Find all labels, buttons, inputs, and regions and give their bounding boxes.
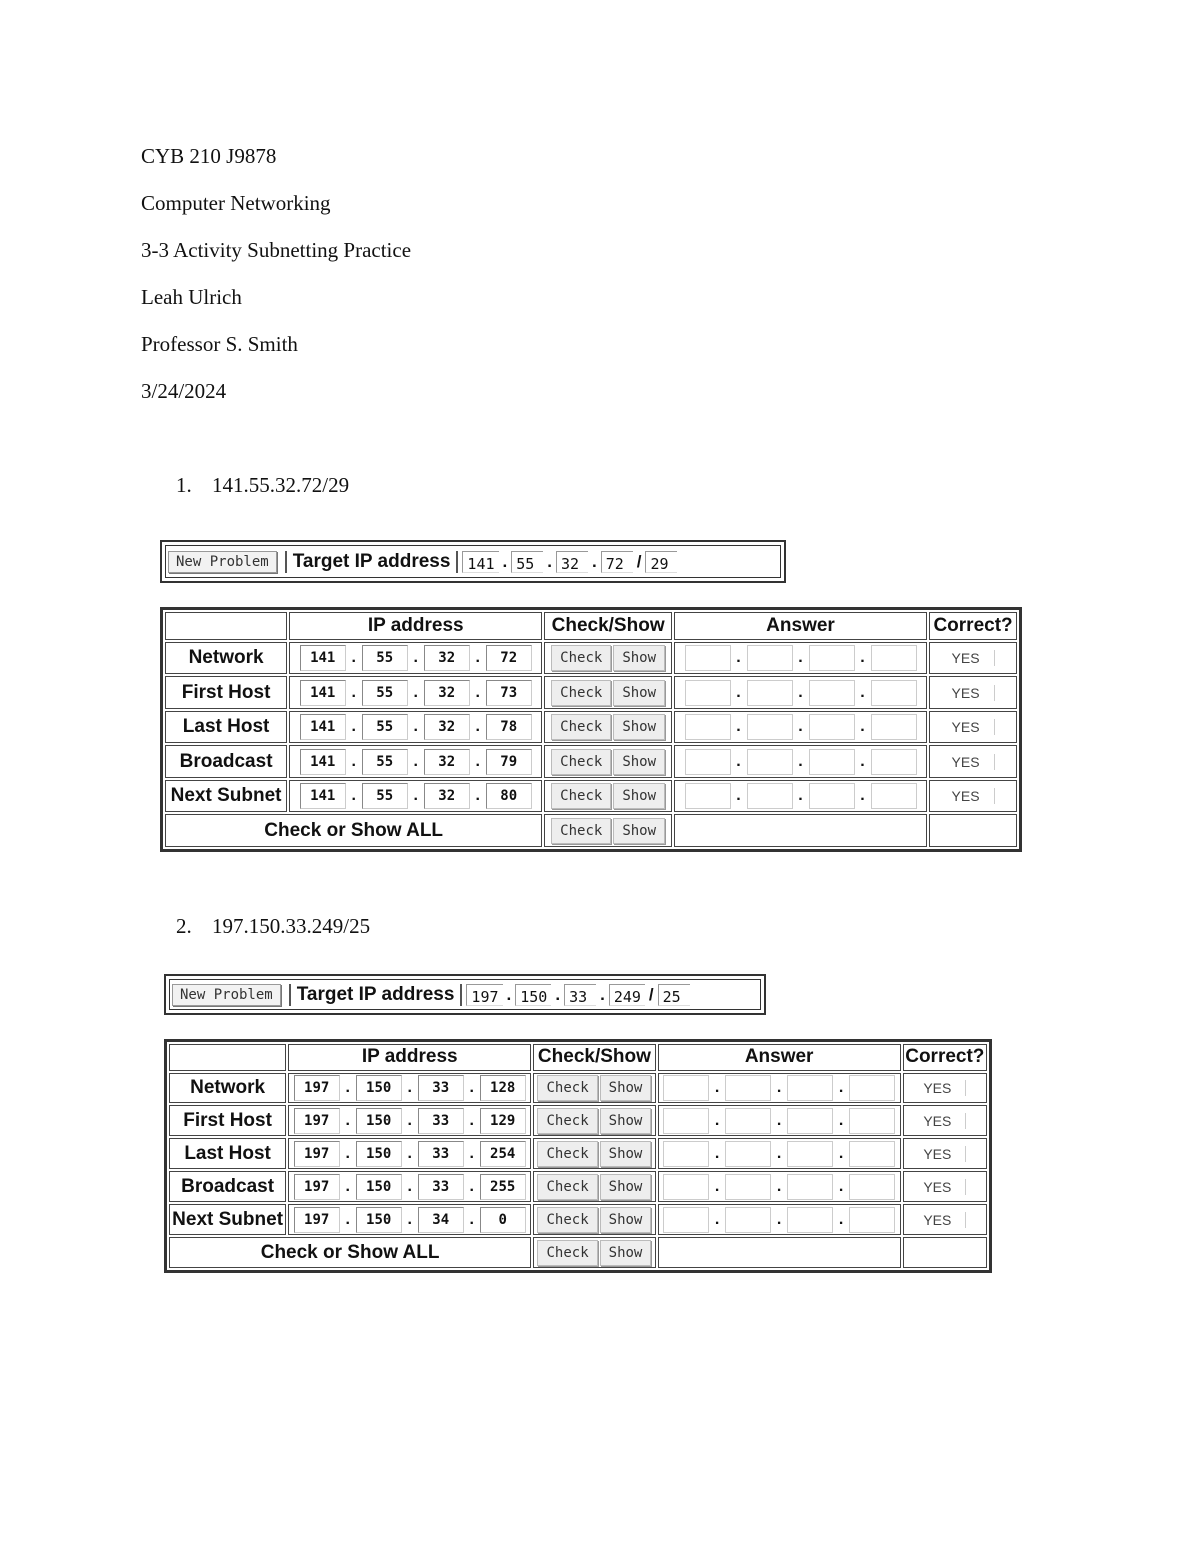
table-row [165, 676, 1017, 709]
correct-status: YES [923, 1146, 966, 1162]
answer-octet-input[interactable] [663, 1174, 709, 1200]
dot-separator: . [407, 1111, 412, 1129]
row-label: Last Host [165, 711, 287, 744]
header-row [165, 612, 1017, 640]
dot-separator: . [475, 787, 480, 805]
check-all-button[interactable]: Check [551, 818, 611, 844]
answer-octet-input[interactable] [787, 1141, 833, 1167]
answer-octet-input[interactable] [747, 714, 793, 740]
ip-octet-input[interactable]: 32 [424, 680, 470, 706]
answer-octet-input[interactable] [849, 1141, 895, 1167]
check-show-cell [544, 711, 672, 744]
target-octet-input[interactable]: 55 [511, 551, 543, 573]
ip-address-cell [289, 642, 542, 675]
dot-separator: . [838, 1177, 844, 1195]
col-ip-header: IP address [288, 1044, 531, 1071]
row-label: Broadcast [165, 745, 287, 778]
check-button[interactable]: Check [537, 1141, 597, 1167]
dot-separator: . [547, 551, 552, 571]
table-row [165, 642, 1017, 675]
answer-octet-input[interactable] [809, 680, 855, 706]
answer-octet-input[interactable] [849, 1174, 895, 1200]
dot-separator: . [345, 1111, 350, 1129]
ip-address-cell [288, 1073, 531, 1104]
correct-status: YES [923, 1113, 966, 1129]
check-all-row [169, 1237, 987, 1268]
show-all-button[interactable]: Show [613, 818, 665, 844]
answer-octet-input[interactable] [725, 1207, 771, 1233]
ip-octet-input[interactable]: 33 [418, 1141, 464, 1167]
dot-separator: . [475, 649, 480, 667]
answer-octet-input[interactable] [747, 749, 793, 775]
answer-octet-input[interactable] [849, 1207, 895, 1233]
subnet-table [164, 1039, 992, 1273]
assignment-title: 3-3 Activity Subnetting Practice [141, 238, 412, 262]
correct-cell [929, 676, 1017, 709]
professor-name: Professor S. Smith [141, 332, 298, 356]
check-all-label: Check or Show ALL [165, 814, 542, 847]
dot-separator: . [860, 787, 865, 805]
slash-separator: / [648, 984, 654, 1004]
dot-separator: . [591, 551, 597, 571]
dot-separator: . [838, 1078, 844, 1096]
answer-octet-input[interactable] [809, 714, 855, 740]
ip-octet-input[interactable]: 32 [424, 749, 470, 775]
show-button[interactable]: Show [613, 645, 665, 671]
row-label: Next Subnet [169, 1204, 286, 1235]
col-correct-header: Correct? [903, 1044, 987, 1071]
dot-separator: . [469, 1144, 474, 1162]
dot-separator: . [413, 787, 418, 805]
dot-separator: . [776, 1177, 782, 1195]
ip-address-cell [288, 1204, 531, 1235]
show-button[interactable]: Show [600, 1141, 652, 1167]
show-button[interactable]: Show [600, 1075, 652, 1101]
dot-separator: . [860, 683, 865, 701]
check-show-all-cell [533, 1237, 655, 1268]
table-row [165, 711, 1017, 744]
answer-cell [674, 745, 927, 778]
dot-separator: . [736, 787, 741, 805]
correct-status: YES [952, 650, 995, 666]
dot-separator: . [555, 984, 561, 1004]
col-ip-header: IP address [289, 612, 542, 640]
col-checkshow-header: Check/Show [533, 1044, 655, 1071]
empty-correct-cell [929, 814, 1017, 847]
answer-cell [674, 676, 927, 709]
ip-address-cell [288, 1138, 531, 1169]
table-row [169, 1105, 987, 1136]
correct-status: YES [952, 719, 995, 735]
ip-octet-input[interactable]: 80 [486, 783, 532, 809]
check-show-cell [533, 1073, 655, 1104]
ip-address-cell [288, 1171, 531, 1202]
dot-separator: . [469, 1210, 474, 1228]
answer-octet-input[interactable] [685, 783, 731, 809]
dot-separator: . [798, 787, 803, 805]
problem-title: 141.55.32.72/29 [212, 473, 350, 497]
check-button[interactable]: Check [537, 1108, 597, 1134]
correct-status: YES [952, 788, 995, 804]
prefix-input[interactable]: 29 [645, 551, 677, 573]
ip-octet-input[interactable]: 33 [418, 1174, 464, 1200]
ip-address-cell [289, 780, 542, 813]
ip-octet-input[interactable]: 55 [362, 645, 408, 671]
dot-separator: . [714, 1210, 720, 1228]
correct-status: YES [952, 685, 995, 701]
dot-separator: . [860, 718, 865, 736]
answer-octet-input[interactable] [725, 1141, 771, 1167]
table-row [165, 780, 1017, 813]
ip-octet-input[interactable]: 129 [480, 1108, 526, 1134]
answer-octet-input[interactable] [871, 749, 917, 775]
new-problem-button[interactable]: New Problem [172, 984, 281, 1006]
dot-separator: . [351, 787, 356, 805]
show-button[interactable]: Show [613, 714, 665, 740]
answer-octet-input[interactable] [663, 1141, 709, 1167]
dot-separator: . [469, 1111, 474, 1129]
check-button[interactable]: Check [551, 749, 611, 775]
ip-octet-input[interactable]: 55 [362, 680, 408, 706]
target-octet-input[interactable]: 150 [515, 984, 551, 1006]
ip-octet-input[interactable]: 197 [294, 1075, 340, 1101]
answer-cell [658, 1073, 901, 1104]
answer-octet-input[interactable] [663, 1075, 709, 1101]
row-label: Next Subnet [165, 780, 287, 813]
row-label: Last Host [169, 1138, 286, 1169]
dot-separator: . [798, 752, 803, 770]
student-name: Leah Ulrich [141, 285, 242, 309]
answer-octet-input[interactable] [787, 1207, 833, 1233]
dot-separator: . [345, 1177, 350, 1195]
answer-cell [674, 711, 927, 744]
col-answer-header: Answer [674, 612, 927, 640]
problem-2-heading [176, 913, 370, 939]
table-row [169, 1171, 987, 1202]
ip-octet-input[interactable]: 33 [418, 1075, 464, 1101]
row-label: First Host [165, 676, 287, 709]
ip-octet-input[interactable]: 197 [294, 1108, 340, 1134]
answer-octet-input[interactable] [725, 1075, 771, 1101]
answer-octet-input[interactable] [685, 680, 731, 706]
check-button[interactable]: Check [551, 714, 611, 740]
dot-separator: . [714, 1177, 720, 1195]
correct-cell [929, 780, 1017, 813]
dot-separator: . [714, 1078, 720, 1096]
target-bar [160, 540, 786, 583]
ip-octet-input[interactable]: 141 [300, 645, 346, 671]
ip-octet-input[interactable]: 150 [356, 1207, 402, 1233]
row-label: Network [165, 642, 287, 675]
row-label: Broadcast [169, 1171, 286, 1202]
check-button[interactable]: Check [537, 1207, 597, 1233]
dot-separator: . [469, 1177, 474, 1195]
answer-octet-input[interactable] [849, 1108, 895, 1134]
ip-address-cell [289, 711, 542, 744]
problem-1-heading [176, 472, 349, 498]
check-all-button[interactable]: Check [537, 1240, 597, 1266]
answer-cell [674, 642, 927, 675]
ip-octet-input[interactable]: 32 [424, 645, 470, 671]
dot-separator: . [736, 718, 741, 736]
dot-separator: . [407, 1078, 412, 1096]
answer-octet-input[interactable] [871, 714, 917, 740]
correct-cell [903, 1171, 987, 1202]
document-date: 3/24/2024 [141, 379, 227, 403]
dot-separator: . [736, 649, 741, 667]
ip-octet-input[interactable]: 141 [300, 749, 346, 775]
ip-octet-input[interactable]: 150 [356, 1174, 402, 1200]
ip-octet-input[interactable]: 78 [486, 714, 532, 740]
check-button[interactable]: Check [537, 1174, 597, 1200]
subnet-table [160, 607, 1022, 852]
answer-cell [658, 1105, 901, 1136]
dot-separator: . [407, 1210, 412, 1228]
correct-status: YES [952, 754, 995, 770]
prefix-input[interactable]: 25 [658, 984, 690, 1006]
ip-address-cell [289, 745, 542, 778]
answer-octet-input[interactable] [725, 1174, 771, 1200]
check-show-all-cell [544, 814, 672, 847]
answer-cell [674, 780, 927, 813]
check-button[interactable]: Check [537, 1075, 597, 1101]
show-all-button[interactable]: Show [600, 1240, 652, 1266]
row-label: Network [169, 1073, 286, 1104]
show-button[interactable]: Show [613, 749, 665, 775]
ip-octet-input[interactable]: 197 [294, 1207, 340, 1233]
target-octet-input[interactable]: 33 [564, 984, 596, 1006]
ip-octet-input[interactable]: 33 [418, 1108, 464, 1134]
dot-separator: . [475, 718, 480, 736]
ip-octet-input[interactable]: 55 [362, 714, 408, 740]
answer-octet-input[interactable] [787, 1075, 833, 1101]
correct-cell [929, 711, 1017, 744]
dot-separator: . [407, 1144, 412, 1162]
answer-cell [658, 1171, 901, 1202]
dot-separator: . [798, 649, 803, 667]
ip-octet-input[interactable]: 32 [424, 714, 470, 740]
check-all-label: Check or Show ALL [169, 1237, 531, 1268]
dot-separator: . [345, 1078, 350, 1096]
answer-octet-input[interactable] [663, 1207, 709, 1233]
target-octet-input[interactable]: 197 [466, 984, 502, 1006]
ip-octet-input[interactable]: 55 [362, 783, 408, 809]
check-show-cell [544, 642, 672, 675]
answer-octet-input[interactable] [809, 645, 855, 671]
correct-cell [903, 1204, 987, 1235]
answer-octet-input[interactable] [747, 680, 793, 706]
dot-separator: . [345, 1210, 350, 1228]
correct-cell [903, 1138, 987, 1169]
check-show-cell [533, 1171, 655, 1202]
dot-separator: . [838, 1111, 844, 1129]
answer-cell [658, 1138, 901, 1169]
answer-octet-input[interactable] [871, 783, 917, 809]
problem-number: 2. [176, 914, 192, 938]
empty-answer-cell [674, 814, 927, 847]
check-all-row [165, 814, 1017, 847]
dot-separator: . [351, 683, 356, 701]
ip-octet-input[interactable]: 141 [300, 714, 346, 740]
problem-title: 197.150.33.249/25 [212, 914, 371, 938]
target-octet-input[interactable]: 72 [601, 551, 633, 573]
dot-separator: . [860, 649, 865, 667]
ip-octet-input[interactable]: 150 [356, 1075, 402, 1101]
answer-octet-input[interactable] [685, 749, 731, 775]
dot-separator: . [475, 752, 480, 770]
ip-octet-input[interactable]: 55 [362, 749, 408, 775]
answer-octet-input[interactable] [747, 783, 793, 809]
ip-octet-input[interactable]: 197 [294, 1141, 340, 1167]
check-button[interactable]: Check [551, 783, 611, 809]
ip-address-cell [288, 1105, 531, 1136]
dot-separator: . [475, 683, 480, 701]
dot-separator: . [502, 551, 508, 571]
dot-separator: . [407, 1177, 412, 1195]
dot-separator: . [714, 1111, 720, 1129]
answer-octet-input[interactable] [809, 749, 855, 775]
show-button[interactable]: Show [600, 1174, 652, 1200]
dot-separator: . [798, 683, 803, 701]
dot-separator: . [838, 1144, 844, 1162]
dot-separator: . [351, 649, 356, 667]
check-button[interactable]: Check [551, 645, 611, 671]
dot-separator: . [776, 1078, 782, 1096]
answer-octet-input[interactable] [871, 680, 917, 706]
show-button[interactable]: Show [613, 680, 665, 706]
show-button[interactable]: Show [600, 1207, 652, 1233]
answer-octet-input[interactable] [787, 1174, 833, 1200]
dot-separator: . [351, 752, 356, 770]
table-row [169, 1138, 987, 1169]
dot-separator: . [860, 752, 865, 770]
dot-separator: . [413, 683, 418, 701]
col-correct-header: Correct? [929, 612, 1017, 640]
ip-octet-input[interactable]: 128 [480, 1075, 526, 1101]
show-button[interactable]: Show [613, 783, 665, 809]
ip-octet-input[interactable]: 141 [300, 680, 346, 706]
dot-separator: . [736, 683, 741, 701]
dot-separator: . [469, 1078, 474, 1096]
target-ip-label: Target IP address [285, 551, 459, 573]
target-octet-input[interactable]: 249 [609, 984, 645, 1006]
table-row [169, 1073, 987, 1104]
ip-octet-input[interactable]: 79 [486, 749, 532, 775]
answer-octet-input[interactable] [663, 1108, 709, 1134]
empty-correct-cell [903, 1237, 987, 1268]
table-row [169, 1204, 987, 1235]
dot-separator: . [600, 984, 605, 1004]
col-answer-header: Answer [658, 1044, 901, 1071]
correct-cell [903, 1105, 987, 1136]
target-bar [164, 974, 766, 1015]
ip-octet-input[interactable]: 255 [480, 1174, 526, 1200]
slash-separator: / [636, 551, 642, 571]
dot-separator: . [714, 1144, 720, 1162]
target-octet-input[interactable]: 141 [462, 551, 498, 573]
correct-cell [929, 745, 1017, 778]
ip-octet-input[interactable]: 197 [294, 1174, 340, 1200]
dot-separator: . [506, 984, 512, 1004]
course-subject: Computer Networking [141, 191, 331, 215]
dot-separator: . [798, 718, 803, 736]
answer-cell [658, 1204, 901, 1235]
ip-octet-input[interactable]: 32 [424, 783, 470, 809]
corner-cell [169, 1044, 286, 1071]
answer-octet-input[interactable] [809, 783, 855, 809]
col-checkshow-header: Check/Show [544, 612, 672, 640]
dot-separator: . [351, 718, 356, 736]
answer-octet-input[interactable] [849, 1075, 895, 1101]
target-octet-input[interactable]: 32 [556, 551, 588, 573]
check-show-cell [544, 780, 672, 813]
table-row [165, 745, 1017, 778]
dot-separator: . [776, 1210, 782, 1228]
correct-status: YES [923, 1212, 966, 1228]
answer-octet-input[interactable] [871, 645, 917, 671]
target-ip-label: Target IP address [289, 984, 463, 1006]
header-row [169, 1044, 987, 1071]
corner-cell [165, 612, 287, 640]
ip-octet-input[interactable]: 0 [480, 1207, 526, 1233]
dot-separator: . [736, 752, 741, 770]
check-show-cell [544, 676, 672, 709]
check-show-cell [533, 1138, 655, 1169]
new-problem-button[interactable]: New Problem [168, 551, 277, 573]
ip-octet-input[interactable]: 72 [486, 645, 532, 671]
dot-separator: . [413, 649, 418, 667]
dot-separator: . [776, 1111, 782, 1129]
show-button[interactable]: Show [600, 1108, 652, 1134]
empty-answer-cell [658, 1237, 901, 1268]
row-label: First Host [169, 1105, 286, 1136]
ip-octet-input[interactable]: 254 [480, 1141, 526, 1167]
check-show-cell [533, 1105, 655, 1136]
dot-separator: . [838, 1210, 844, 1228]
ip-octet-input[interactable]: 141 [300, 783, 346, 809]
course-code: CYB 210 J9878 [141, 144, 277, 168]
dot-separator: . [776, 1144, 782, 1162]
dot-separator: . [413, 718, 418, 736]
ip-address-cell [289, 676, 542, 709]
answer-octet-input[interactable] [685, 714, 731, 740]
check-button[interactable]: Check [551, 680, 611, 706]
correct-cell [903, 1073, 987, 1104]
ip-octet-input[interactable]: 150 [356, 1108, 402, 1134]
correct-status: YES [923, 1179, 966, 1195]
answer-octet-input[interactable] [725, 1108, 771, 1134]
answer-octet-input[interactable] [787, 1108, 833, 1134]
check-show-cell [533, 1204, 655, 1235]
problem-number: 1. [176, 473, 192, 497]
correct-status: YES [923, 1080, 966, 1096]
correct-cell [929, 642, 1017, 675]
dot-separator: . [345, 1144, 350, 1162]
answer-octet-input[interactable] [685, 645, 731, 671]
ip-octet-input[interactable]: 34 [418, 1207, 464, 1233]
check-show-cell [544, 745, 672, 778]
ip-octet-input[interactable]: 150 [356, 1141, 402, 1167]
ip-octet-input[interactable]: 73 [486, 680, 532, 706]
answer-octet-input[interactable] [747, 645, 793, 671]
dot-separator: . [413, 752, 418, 770]
